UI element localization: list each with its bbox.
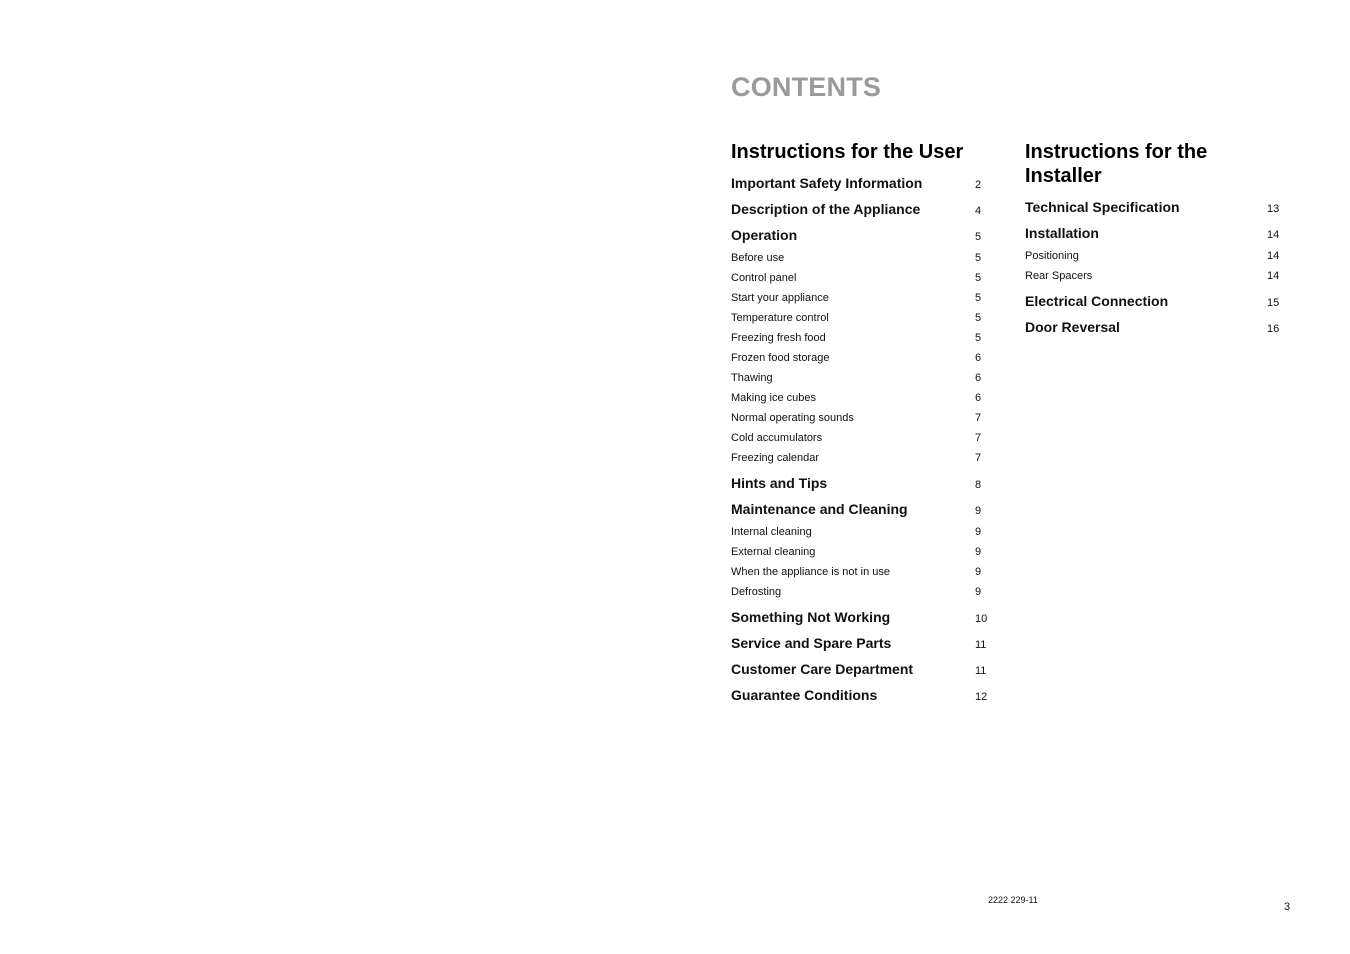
toc-entry-label: External cleaning [731,546,816,558]
toc-entry-page-number: 5 [975,252,982,264]
toc-entry-page-number: 5 [975,231,982,243]
toc-entry[interactable] [1025,288,1283,314]
toc-entry-label: Service and Spare Parts [731,635,892,651]
toc-entry-page-number: 16 [1267,323,1280,335]
toc-entry-label: Making ice cubes [731,392,816,404]
page-title: CONTENTS [731,72,882,102]
toc-entry-page-number: 7 [975,412,982,424]
toc-entry-page-number: 15 [1267,297,1280,309]
toc-entry[interactable] [1025,314,1283,340]
toc-entry-label: Frozen food storage [731,352,830,364]
toc-entry-label: Rear Spacers [1025,270,1093,282]
toc-entry-page-number: 9 [975,526,982,538]
toc-entry-label: Description of the Appliance [731,201,921,217]
toc-entry-label: Freezing fresh food [731,332,826,344]
toc-entry-label: Installation [1025,225,1099,241]
toc-entry-page-number: 6 [975,392,982,404]
toc-entry[interactable] [1025,194,1283,220]
toc-entry[interactable] [731,630,989,656]
toc-entry-page-number: 5 [975,272,982,284]
toc-entry[interactable] [731,348,989,368]
toc-entry-label: Positioning [1025,250,1079,262]
toc-entry[interactable] [731,582,989,602]
toc-entry-label: Customer Care Department [731,661,914,677]
installer-toc-list [1025,194,1283,340]
user-instructions-section [731,140,989,708]
toc-entry-label: Technical Specification [1025,199,1180,215]
toc-entry[interactable] [731,196,989,222]
toc-entry[interactable] [731,562,989,582]
toc-entry-page-number: 10 [975,613,988,625]
toc-entry[interactable] [731,604,989,630]
user-section-heading: Instructions for the User [731,141,964,163]
toc-entry-page-number: 14 [1267,250,1280,262]
page-number: 3 [1284,901,1291,913]
toc-entry[interactable] [731,288,989,308]
toc-entry[interactable] [1025,266,1283,286]
toc-entry-label: Thawing [731,372,773,384]
toc-entry-label: Door Reversal [1025,319,1120,335]
toc-entry-page-number: 14 [1267,229,1280,241]
toc-entry-page-number: 14 [1267,270,1280,282]
toc-entry-page-number: 9 [975,505,982,517]
toc-entry-label: Defrosting [731,586,782,598]
toc-entry-page-number: 5 [975,332,982,344]
toc-entry[interactable] [731,682,989,708]
toc-entry-page-number: 9 [975,586,982,598]
toc-entry-page-number: 12 [975,691,988,703]
toc-entry-page-number: 5 [975,292,982,304]
toc-entry[interactable] [731,222,989,248]
toc-entry[interactable] [731,656,989,682]
installer-instructions-section [1025,140,1283,340]
toc-entry-page-number: 11 [975,639,987,651]
toc-entry-label: Something Not Working [731,609,891,625]
toc-entry[interactable] [731,496,989,522]
toc-entry[interactable] [731,428,989,448]
toc-entry[interactable] [731,522,989,542]
toc-entry-label: Temperature control [731,312,829,324]
toc-entry-label: Cold accumulators [731,432,823,444]
toc-entry-page-number: 9 [975,566,982,578]
toc-entry[interactable] [731,308,989,328]
toc-entry-label: Start your appliance [731,292,829,304]
toc-entry-label: Guarantee Conditions [731,687,878,703]
toc-entry-label: When the appliance is not in use [731,566,890,578]
toc-entry[interactable] [1025,246,1283,266]
document-code: 2222 229-11 [988,895,1038,905]
toc-entry-page-number: 6 [975,352,982,364]
user-toc-list [731,170,989,708]
toc-entry[interactable] [731,470,989,496]
toc-entry-page-number: 7 [975,432,982,444]
toc-entry-label: Before use [731,252,785,264]
toc-entry-page-number: 2 [975,179,982,191]
toc-entry-page-number: 5 [975,312,982,324]
toc-entry-label: Internal cleaning [731,526,812,538]
toc-entry-label: Electrical Connection [1025,293,1169,309]
toc-entry-page-number: 4 [975,205,982,217]
toc-entry-label: Hints and Tips [731,475,828,491]
toc-entry-label: Normal operating sounds [731,412,854,424]
toc-entry[interactable] [731,328,989,348]
toc-entry[interactable] [731,170,989,196]
toc-entry-label: Operation [731,227,798,243]
toc-entry-page-number: 8 [975,479,982,491]
toc-entry[interactable] [731,248,989,268]
toc-entry-label: Important Safety Information [731,175,923,191]
toc-entry-page-number: 11 [975,665,987,677]
toc-entry[interactable] [731,448,989,468]
installer-section-heading: Instructions for the Installer [1025,141,1208,187]
toc-entry-page-number: 9 [975,546,982,558]
toc-entry-page-number: 7 [975,452,982,464]
toc-entry[interactable] [731,268,989,288]
toc-entry-label: Freezing calendar [731,452,820,464]
toc-entry[interactable] [1025,220,1283,246]
toc-entry-label: Maintenance and Cleaning [731,501,908,517]
toc-entry[interactable] [731,368,989,388]
toc-entry[interactable] [731,408,989,428]
toc-entry[interactable] [731,542,989,562]
toc-entry-label: Control panel [731,272,797,284]
toc-entry[interactable] [731,388,989,408]
toc-entry-page-number: 6 [975,372,982,384]
toc-entry-page-number: 13 [1267,203,1280,215]
